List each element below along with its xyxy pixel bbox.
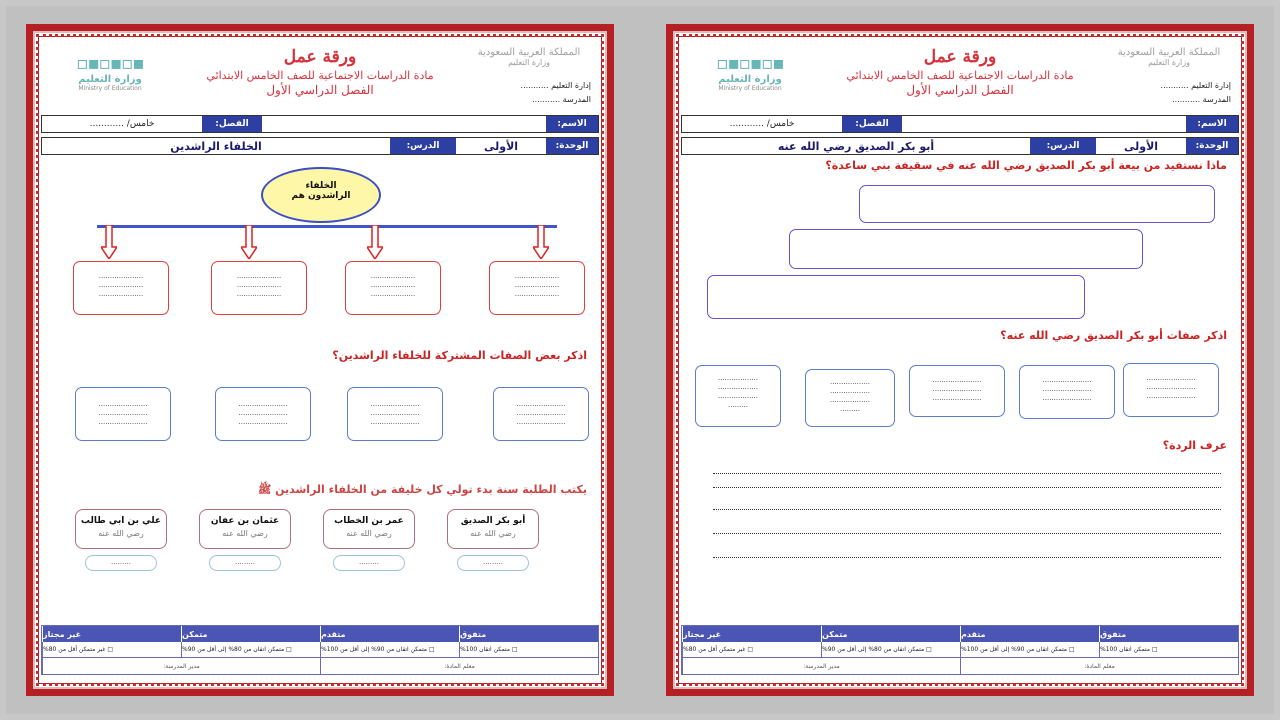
trait-box[interactable]: ...................... ...................... ...................... (215, 387, 311, 441)
question-caliph-years: يكتب الطلبة سنة بدء تولي كل خليفة من الخلفاء الراشدين ﷺ (257, 483, 587, 496)
subject-line: مادة الدراسات الاجتماعية للصف الخامس الابتدائي (846, 69, 1074, 82)
unit-lesson-row: الوحدة: الأولى الدرس: الخلفاء الراشدين (41, 137, 599, 155)
grade-header: متفوق (1099, 626, 1238, 642)
ministry-logo: ▪▫▪▫▪▫ وزارة التعليم Ministry of Education (55, 53, 165, 92)
answer-line[interactable] (713, 509, 1221, 510)
answer-line[interactable] (713, 557, 1221, 558)
answer-box[interactable] (707, 275, 1085, 319)
down-arrow-icon (241, 225, 257, 259)
grade-header: متفوق (459, 626, 598, 642)
answer-box[interactable]: .................... .................... .................... (489, 261, 585, 315)
down-arrow-icon (101, 225, 117, 259)
subject-line: مادة الدراسات الاجتماعية للصف الخامس الابتدائي (206, 69, 434, 82)
ministry-logo: ▪▫▪▫▪▫ وزارة التعليم Ministry of Education (695, 53, 805, 92)
down-arrow-icon (533, 225, 549, 259)
grade-header: متمكن (181, 626, 320, 642)
answer-box[interactable] (859, 185, 1215, 223)
grade-criterion[interactable]: □ غير متمكن أقل من 80% (42, 642, 181, 657)
trait-box[interactable]: .................. .................. .................. ......... (695, 365, 781, 427)
admin-fields: إدارة التعليم ........... المدرسة ........... (1160, 81, 1231, 104)
question-abubakr-traits: اذكر صفات أبو بكر الصديق رضي الله عنه؟ (1000, 329, 1227, 342)
worksheet-title: ورقة عمل (283, 47, 357, 67)
trait-box[interactable]: .................. .................. .................. ......... (805, 369, 895, 427)
trait-box[interactable]: ...................... ...................... ...................... (347, 387, 443, 441)
kingdom-header: المملكة العربية السعودية وزارة التعليم (477, 47, 581, 67)
grade-header: غير مجتاز (682, 626, 821, 642)
trait-box[interactable]: ...................... ...................... ...................... (493, 387, 589, 441)
answer-line[interactable] (713, 487, 1221, 488)
teacher-signature: معلم المادة: (320, 658, 598, 674)
grading-table (681, 625, 1239, 675)
grade-criterion[interactable]: □ متمكن اتقان من 80% إلى أقل من 90% (821, 642, 960, 657)
trait-box[interactable]: ...................... ...................... ...................... (1123, 363, 1219, 417)
caliph-card-omar: عمر بن الخطاب رضي الله عنه (323, 509, 415, 549)
caliph-card-abubakr: أبو بكر الصديق رضي الله عنه (447, 509, 539, 549)
admin-fields: إدارة التعليم ........... المدرسة ........... (520, 81, 591, 104)
worksheet-title: ورقة عمل (923, 47, 997, 67)
grade-criterion[interactable]: □ متمكن اتقان 100% (1099, 642, 1238, 657)
answer-box[interactable]: .................... .................... .................... (345, 261, 441, 315)
trait-box[interactable]: ...................... ...................... ...................... (75, 387, 171, 441)
grade-header: غير مجتاز (42, 626, 181, 642)
ministry-logo-icon: ▪▫▪▫▪▫ (76, 53, 144, 74)
grading-table (41, 625, 599, 675)
ministry-logo-icon: ▪▫▪▫▪▫ (716, 53, 784, 74)
semester-line: الفصل الدراسي الأول (266, 83, 374, 97)
name-class-row: الاسم: الفصل: خامس/ ............ (681, 115, 1239, 133)
question-ridda: عرف الردة؟ (1162, 439, 1227, 452)
grade-criterion[interactable]: □ غير متمكن أقل من 80% (682, 642, 821, 657)
grade-criterion[interactable]: □ متمكن اتقان من 90% إلى أقل من 100% (320, 642, 459, 657)
caliphs-diagram (33, 161, 607, 331)
teacher-signature: معلم المادة: (960, 658, 1238, 674)
trait-box[interactable]: ...................... ...................... ...................... (909, 365, 1005, 417)
year-input[interactable]: ......... (209, 555, 281, 571)
year-input[interactable]: ......... (457, 555, 529, 571)
answer-line[interactable] (713, 533, 1221, 534)
connector-line (97, 225, 557, 228)
down-arrow-icon (367, 225, 383, 259)
question-common-traits: اذكر بعض الصفات المشتركة للخلفاء الراشدين؟ (332, 349, 587, 362)
supervisor-signature: مدير المدرسة: (42, 658, 320, 674)
name-class-row: الاسم: الفصل: خامس/ ............ (41, 115, 599, 133)
worksheet-abubakr (666, 24, 1254, 696)
answer-box[interactable] (789, 229, 1143, 269)
grade-criterion[interactable]: □ متمكن اتقان 100% (459, 642, 598, 657)
supervisor-signature: مدير المدرسة: (682, 658, 960, 674)
trait-box[interactable]: ...................... ...................... ...................... (1019, 365, 1115, 419)
grade-criterion[interactable]: □ متمكن اتقان من 80% إلى أقل من 90% (181, 642, 320, 657)
center-ellipse: الخلفاء الراشدون هم (261, 167, 381, 223)
kingdom-header: المملكة العربية السعودية وزارة التعليم (1117, 47, 1221, 67)
grade-header: متمكن (821, 626, 960, 642)
grade-header: متقدم (320, 626, 459, 642)
answer-box[interactable]: .................... .................... .................... (73, 261, 169, 315)
year-input[interactable]: ......... (333, 555, 405, 571)
worksheet-caliphs (26, 24, 614, 696)
unit-lesson-row: الوحدة: الأولى الدرس: أبو بكر الصديق رضي الله عنه (681, 137, 1239, 155)
caliph-card-ali: علي بن ابي طالب رضي الله عنه (75, 509, 167, 549)
grade-criterion[interactable]: □ متمكن اتقان من 90% إلى أقل من 100% (960, 642, 1099, 657)
question-saqifa: ماذا نستفيد من بيعة أبو بكر الصديق رضي الله عنه في سقيفة بني ساعدة؟ (825, 159, 1227, 172)
grade-header: متقدم (960, 626, 1099, 642)
semester-line: الفصل الدراسي الأول (906, 83, 1014, 97)
caliph-card-othman: عثمان بن عفان رضي الله عنه (199, 509, 291, 549)
answer-line[interactable] (713, 473, 1221, 474)
year-input[interactable]: ......... (85, 555, 157, 571)
answer-box[interactable]: .................... .................... .................... (211, 261, 307, 315)
